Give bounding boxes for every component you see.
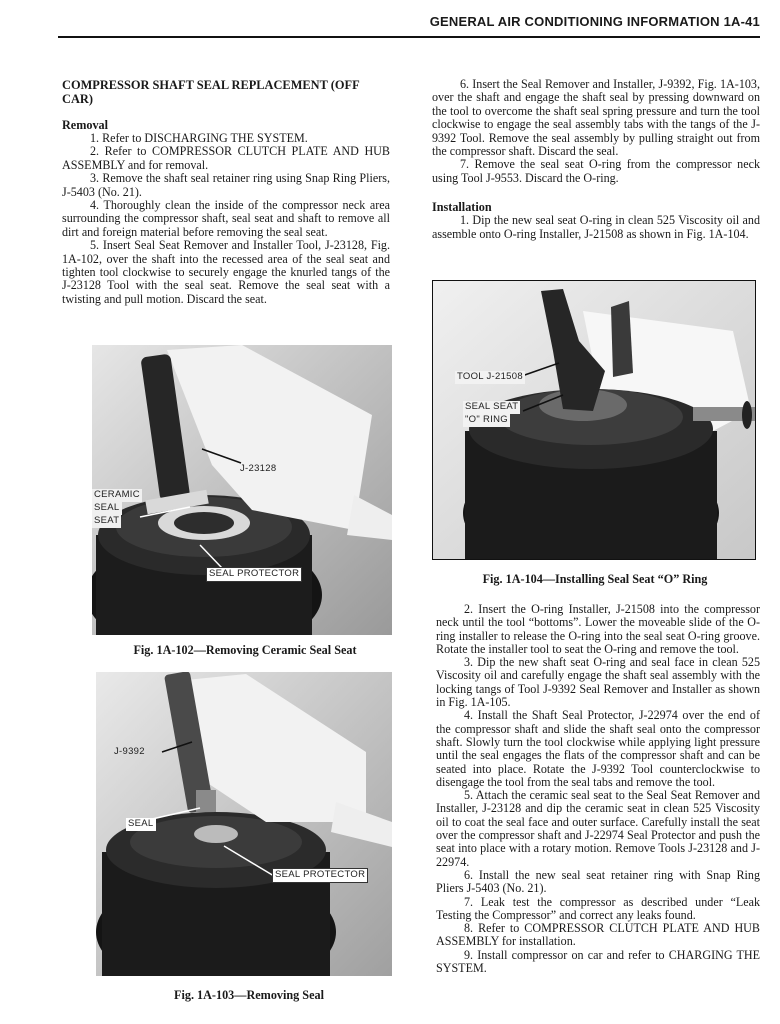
removal-step-7: 7. Remove the seal seat O-ring from the compressor neck using Tool J-9553. Discard the O-ring. [432, 157, 760, 185]
page-header: GENERAL AIR CONDITIONING INFORMATION 1A-41 [58, 10, 760, 38]
left-column-text [62, 78, 390, 306]
installation-step-8: 8. Refer to COMPRESSOR CLUTCH PLATE AND HUB ASSEMBLY for installation. [436, 921, 760, 949]
removal-step-2: 2. Refer to COMPRESSOR CLUTCH PLATE AND HUB ASSEMBLY and for removal. [62, 144, 390, 172]
right-column-text-top [432, 78, 760, 241]
installation-step-7: 7. Leak test the compressor as described under “Leak Testing the Compressor” and correct any leaks found. [436, 894, 760, 922]
installation-step-2: 2. Insert the O-ring Installer, J-21508 into the compressor neck until the tool “bottoms”. Lower the moveable slide of the O-ring installer to release the O-ring into the seal seat O-ring groove. Rotate the installer tool to seat the O-ring and remove the tool. [436, 602, 760, 656]
installation-heading: Installation [432, 200, 492, 215]
figure-1a-102-photo [92, 345, 392, 635]
installation-step-4: 4. Install the Shaft Seal Protector, J-22974 over the end of the compressor shaft and slide the shaft seal onto the compressor shaft. Slowly turn the tool clockwise while applying light pressure until the seal engages the flats of the compressor shaft and can be seated into place. Rotate the J-9392 Tool counterclockwise to disengage the tool from the seal tabs and remove the tool. [436, 708, 760, 789]
label-j-9392: J-9392 [114, 746, 145, 757]
installation-step-3: 3. Dip the new shaft seat O-ring and seal face in clean 525 Viscosity oil and carefully engage the shaft seal assembly with the locking tangs of Tool J-9392 Seal Remover and Installer as shown in Fig. 1A-105. [436, 655, 760, 710]
figure-1a-103-photo [96, 672, 392, 976]
figure-1a-102-caption: Fig. 1A-102—Removing Ceramic Seal Seat [133, 643, 357, 657]
removal-step-3: 3. Remove the shaft seal retainer ring using Snap Ring Pliers, J-5403 (No. 21). [62, 171, 390, 199]
installation-step-9: 9. Install compressor on car and refer to CHARGING THE SYSTEM. [436, 947, 760, 976]
installation-step-1: 1. Dip the new seal seat O-ring in clean 525 Viscosity oil and assemble onto O-ring Installer, J-21508 as shown in Fig. 1A-104. [432, 213, 760, 241]
installation-step-5: 5. Attach the ceramic seal seat to the Seal Seat Remover and Installer, J-23128 and dip the ceramic seat in clean 525 Viscosity oil to coat the seal face and outer surface. Carefully install the seat over the compressor shaft and J-22974 Seal Protector and push the seat into place with a rotary motion. Remove Tools J-23128 and J-22974. [436, 788, 760, 869]
right-column-text-bottom [436, 603, 760, 975]
figure-1a-104-caption: Fig. 1A-104—Installing Seal Seat “O” Ring [482, 572, 708, 586]
installation-step-6: 6. Install the new seal seat retainer ring with Snap Ring Pliers J-5403 (No. 21). [436, 867, 760, 896]
figure-1a-104-photo [432, 280, 756, 560]
label-j-23128: J-23128 [240, 463, 277, 474]
label-seal-seat-line-2: "O" RING [465, 414, 508, 425]
label-seal: SEAL [128, 818, 154, 829]
label-seal-seat-line-1: SEAL SEAT [465, 401, 519, 412]
label-ceramic-line-3: SEAT [94, 515, 120, 526]
label-seal-protector: SEAL PROTECTOR [206, 567, 302, 582]
figure-1a-103-caption: Fig. 1A-103—Removing Seal [174, 988, 324, 1002]
label-ceramic-line-1: CERAMIC [94, 489, 140, 500]
label-tool-j-21508: TOOL J-21508 [457, 371, 523, 382]
label-seal-protector: SEAL PROTECTOR [272, 868, 368, 883]
removal-step-1: 1. Refer to DISCHARGING THE SYSTEM. [90, 131, 308, 145]
removal-step-5: 5. Insert Seal Seat Remover and Installer Tool, J-23128, Fig. 1A-102, over the shaft into the recessed area of the seal seat and tighten tool clockwise to securely engage the knurled tangs of the J-23128 Tool with the seal seat. Remove the seal seat with a twisting and pull motion. Discard the seat. [62, 238, 390, 306]
label-ceramic-line-2: SEAL [94, 502, 120, 513]
removal-step-6: 6. Insert the Seal Remover and Installer, J-9392, Fig. 1A-103, over the shaft and engage the shaft seal by pressing downward on the tool to overcome the shaft seal spring pressure and turn the tool clockwise to engage the seal assembly tabs with the tangs of the J-9392 Tool. Remove the seal assembly by pulling straight out from the compressor shaft. Discard the seal. [432, 77, 760, 159]
removal-heading: Removal [62, 118, 109, 132]
removal-step-4: 4. Thoroughly clean the inside of the compressor neck area surrounding the compressor shaft, seal seat and shaft to remove all dirt and foreign material before removing the seal seat. [62, 198, 390, 239]
section-title: COMPRESSOR SHAFT SEAL REPLACEMENT (OFF CAR) [62, 78, 360, 106]
